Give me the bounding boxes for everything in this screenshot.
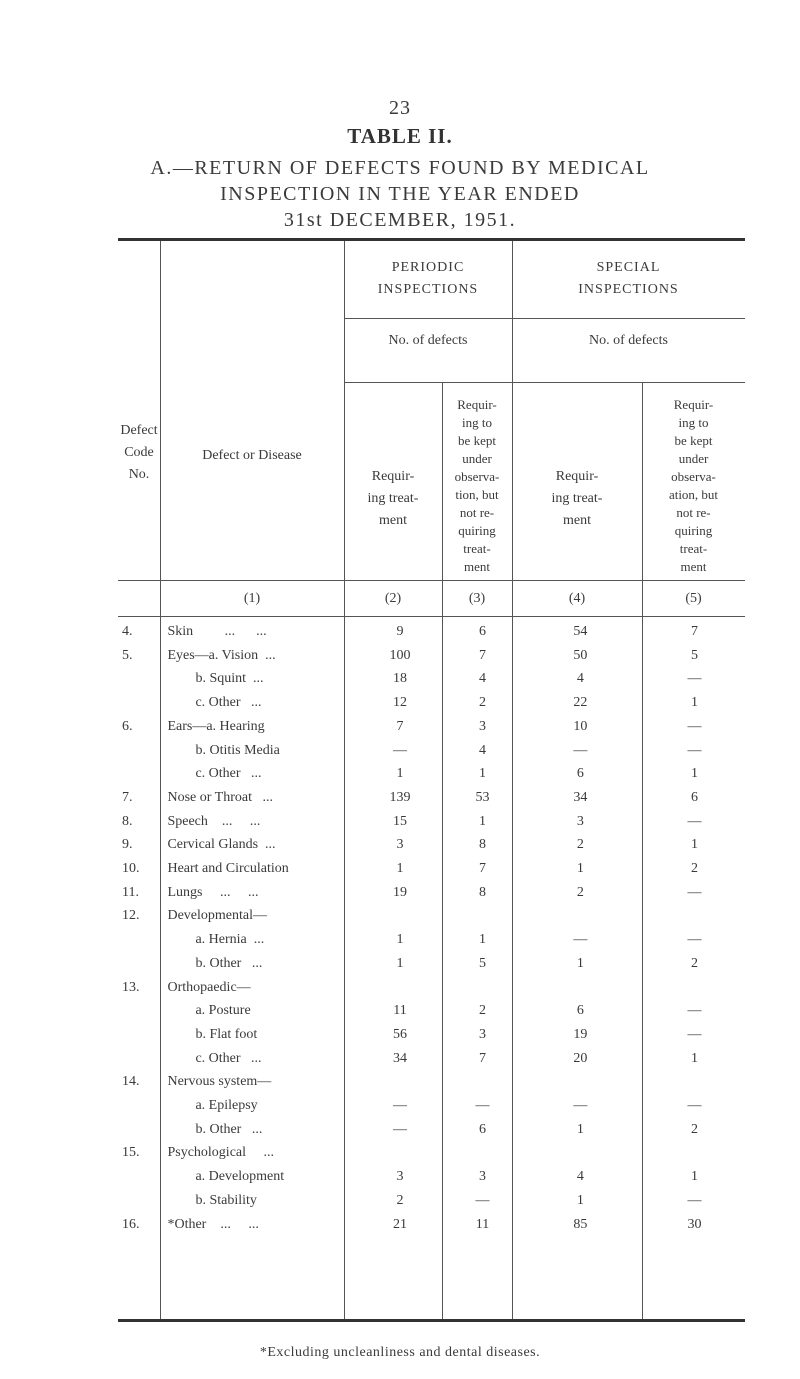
row-value-special-treatment: 2 [576,837,584,853]
table-row [118,620,745,644]
table-row [118,833,745,857]
row-defect-name: Cervical Glands ... [167,837,276,853]
row-code [118,928,161,952]
row-defect-name: a. Development [167,1169,285,1185]
table-row [118,952,745,976]
row-code: 9. [122,837,133,853]
header-defect-code: Defect Code No. [120,423,158,482]
row-defect-name: b. Flat foot [167,1026,258,1042]
row-value-special-treatment: 19 [573,1026,588,1042]
row-value-periodic-treatment: 12 [393,695,408,711]
row-value-special-observation: — [687,742,702,758]
row-value-periodic-observation: 4 [478,742,486,758]
row-defect-name: c. Other ... [167,695,262,711]
row-value-special-observation: — [687,1192,702,1208]
row-value-special-treatment: 85 [573,1216,588,1232]
row-value-special-treatment [517,976,644,1000]
column-number: (2) [384,591,402,606]
row-code [118,691,161,715]
row-value-special-treatment: 1 [576,955,584,971]
header-divider [344,382,745,383]
row-value-periodic-treatment: 139 [389,789,411,805]
row-value-special-observation [644,976,745,1000]
row-code: 12. [122,908,140,924]
row-code: 7. [122,789,133,805]
row-value-periodic-observation: 5 [478,955,486,971]
header-divider [344,318,745,319]
row-value-periodic-observation: 3 [478,1169,486,1185]
header-no-of-defects: No. of defects [388,333,468,348]
row-value-special-treatment: 1 [576,861,584,877]
column-number: (5) [685,591,702,606]
row-value-special-treatment [517,1070,644,1094]
row-value-periodic-observation: 2 [478,695,486,711]
row-code: 10. [122,861,140,877]
row-value-special-observation: 7 [691,624,699,639]
row-value-periodic-treatment: 34 [393,1050,408,1066]
row-value-periodic-treatment: 3 [396,1169,404,1185]
table-row [118,667,745,691]
row-value-special-observation [644,1070,745,1094]
row-defect-name: Heart and Circulation [167,861,289,877]
table-row [118,928,745,952]
row-value-special-observation: 1 [691,1169,699,1185]
row-value-special-observation: 1 [691,1050,699,1066]
footnote: *Excluding uncleanliness and dental diseases. [259,1345,541,1360]
row-value-periodic-observation: 1 [478,813,486,829]
row-value-periodic-observation: 3 [478,1026,486,1042]
row-defect-name: c. Other ... [167,766,262,782]
row-code [118,1094,161,1118]
row-value-special-observation: 2 [691,861,699,877]
top-rule [118,238,745,241]
row-value-special-treatment: 10 [573,718,588,734]
table-row [118,786,745,810]
row-value-periodic-treatment: 56 [393,1026,408,1042]
row-defect-name: Eyes—a. Vision ... [167,647,276,663]
table-row [118,904,745,928]
row-value-periodic-treatment: 1 [396,861,404,877]
row-value-special-treatment: 4 [576,1169,584,1185]
row-code [118,1047,161,1071]
table-row [118,762,745,786]
row-value-periodic-observation: — [475,1192,490,1208]
row-value-special-treatment: 2 [576,884,584,900]
row-value-special-treatment: 20 [573,1050,588,1066]
row-value-special-observation: 1 [691,766,699,782]
row-value-special-observation: 2 [691,1121,699,1137]
row-code: 15. [122,1145,140,1161]
row-value-special-treatment: — [573,742,588,758]
table-row [118,999,745,1023]
row-value-periodic-treatment: 15 [393,813,408,829]
table-row [118,644,745,668]
row-value-special-observation [644,904,745,928]
row-defect-name: c. Other ... [167,1050,262,1066]
table-row [118,1118,745,1142]
row-value-periodic-treatment: 9 [396,624,404,639]
row-value-special-observation: — [687,1098,702,1114]
row-code: 4. [122,624,133,639]
row-value-periodic-treatment: 19 [393,884,408,900]
row-defect-name: Ears—a. Hearing [167,718,265,734]
row-value-periodic-treatment: 7 [396,718,404,734]
row-code [118,1118,161,1142]
row-defect-name: b. Stability [167,1192,257,1208]
row-code: 14. [122,1074,140,1090]
page-number: 23 [389,97,411,119]
header-divider [118,580,745,581]
row-value-periodic-observation: 7 [478,647,486,663]
row-value-special-treatment: — [573,1098,588,1114]
row-value-periodic-treatment [352,1141,448,1165]
row-value-periodic-observation: 11 [475,1216,490,1232]
table-row [118,1165,745,1189]
row-value-special-observation: 5 [691,647,699,663]
table-row [118,739,745,763]
table-row [118,1023,745,1047]
row-code [118,762,161,786]
row-defect-name: Speech ... ... [167,813,261,829]
row-value-periodic-observation: 8 [478,837,486,853]
row-value-special-treatment: 3 [576,813,584,829]
row-value-periodic-observation: — [475,1098,490,1114]
column-number: (1) [243,591,261,606]
row-value-special-treatment: 22 [573,695,588,711]
row-value-periodic-observation: 53 [475,789,490,805]
header-no-of-defects: No. of defects [589,333,668,348]
row-defect-name: Orthopaedic— [167,979,251,995]
row-value-special-treatment: 1 [576,1121,584,1137]
header-divider [118,616,745,617]
row-value-periodic-treatment: 21 [393,1216,408,1232]
row-value-special-treatment: — [573,932,588,948]
row-value-special-observation: — [687,1026,702,1042]
defects-table [118,620,745,1236]
header-requiring-treatment: Requir- ing treat- ment [551,469,603,528]
row-value-periodic-treatment: — [393,1121,408,1137]
row-value-periodic-treatment [352,904,448,928]
row-defect-name: a. Hernia ... [167,932,265,948]
row-defect-name: Skin ... ... [167,624,267,639]
row-value-special-observation: — [687,671,702,687]
row-value-periodic-treatment [352,1070,448,1094]
row-value-periodic-observation: 8 [478,884,486,900]
row-value-periodic-observation: 7 [478,1050,486,1066]
row-defect-name: a. Epilepsy [167,1098,258,1114]
row-value-periodic-treatment: 18 [393,671,408,687]
table-subtitle [0,155,800,233]
row-value-special-treatment [517,904,644,928]
table-row [118,1189,745,1213]
row-defect-name: a. Posture [167,1003,251,1019]
column-number: (4) [568,591,586,606]
row-defect-name: *Other ... ... [167,1216,259,1232]
row-value-periodic-observation: 6 [478,1121,486,1137]
row-value-special-treatment [517,1141,644,1165]
row-value-periodic-observation: 4 [478,671,486,687]
table-row [118,857,745,881]
row-value-periodic-treatment [352,976,448,1000]
subtitle-line: A.—RETURN OF DEFECTS FOUND BY MEDICAL [150,157,650,179]
row-value-special-observation: — [687,1003,702,1019]
row-code: 8. [122,813,133,829]
row-value-special-treatment: 54 [573,624,588,639]
row-code [118,1165,161,1189]
row-value-periodic-observation: 2 [478,1003,486,1019]
row-value-special-observation: 1 [691,695,699,711]
header-requiring-observation: Requir- ing to be kept under observa- tion, but not re- quiring treat- ment [454,397,500,574]
row-value-periodic-observation: 1 [478,932,486,948]
row-value-periodic-treatment: — [393,1098,408,1114]
table-title: TABLE II. [347,124,453,148]
row-value-special-treatment: 34 [573,789,588,805]
row-code: 6. [122,718,133,734]
row-defect-name: b. Squint ... [167,671,264,687]
row-value-periodic-observation: 7 [478,861,486,877]
table-row [118,810,745,834]
row-value-special-treatment: 6 [576,766,584,782]
table-row [118,715,745,739]
row-defect-name: b. Other ... [167,1121,263,1137]
header-periodic-inspections: PERIODIC INSPECTIONS [377,260,479,297]
row-code [118,1189,161,1213]
row-code [118,1023,161,1047]
row-value-periodic-treatment: — [393,742,408,758]
row-defect-name: Nervous system— [167,1074,272,1090]
row-value-special-observation: — [687,813,702,829]
row-code: 11. [122,884,139,900]
table-row [118,691,745,715]
row-value-periodic-treatment: 1 [396,955,404,971]
row-value-special-observation [644,1141,745,1165]
bottom-rule [118,1319,745,1322]
row-defect-name: Developmental— [167,908,267,924]
row-value-periodic-observation [448,1141,517,1165]
row-defect-name: b. Other ... [167,955,263,971]
row-value-special-treatment: 6 [576,1003,584,1019]
row-value-periodic-observation [448,976,517,1000]
row-code [118,999,161,1023]
row-defect-name: b. Otitis Media [167,742,280,758]
table-row [118,881,745,905]
row-code: 16. [122,1216,140,1232]
row-value-periodic-observation: 1 [478,766,486,782]
row-value-special-observation: 30 [687,1216,702,1232]
row-defect-name: Nose or Throat ... [167,789,273,805]
row-value-special-observation: 1 [691,837,699,853]
subtitle-line: 31st DECEMBER, 1951. [283,209,517,231]
row-value-special-treatment: 1 [576,1192,584,1208]
table-row [118,1070,745,1094]
row-value-special-observation: — [687,932,702,948]
row-value-periodic-observation: 3 [478,718,486,734]
row-value-periodic-observation [448,904,517,928]
row-value-special-treatment: 4 [576,671,584,687]
header-special-inspections: SPECIAL INSPECTIONS [578,260,679,297]
header-requiring-observation: Requir- ing to be kept under observa- ation, but not re- quiring treat- ment [668,397,719,574]
row-value-periodic-treatment: 1 [396,766,404,782]
table-row [118,1094,745,1118]
row-value-periodic-observation: 6 [478,624,486,639]
row-value-periodic-treatment: 1 [396,932,404,948]
row-code [118,952,161,976]
row-code [118,667,161,691]
subtitle-line: INSPECTION IN THE YEAR ENDED [220,183,580,205]
row-value-special-observation: 2 [691,955,699,971]
row-defect-name: Psychological ... [167,1145,275,1161]
table-row [118,1213,745,1237]
row-value-periodic-treatment: 2 [396,1192,404,1208]
row-value-periodic-treatment: 100 [389,647,411,663]
row-code [118,739,161,763]
row-value-special-observation: — [687,884,702,900]
row-value-special-treatment: 50 [573,647,588,663]
table-row [118,976,745,1000]
row-value-special-observation: 6 [691,789,699,805]
row-code: 5. [122,647,133,663]
row-value-periodic-treatment: 11 [393,1003,407,1019]
row-value-special-observation: — [687,718,702,734]
row-code: 13. [122,979,140,995]
row-value-periodic-observation [448,1070,517,1094]
table-row [118,1047,745,1071]
defects-table-body [118,620,745,1236]
row-value-periodic-treatment: 3 [396,837,404,853]
column-number: (3) [468,591,486,606]
header-defect-or-disease: Defect or Disease [202,448,302,463]
table-row [118,1141,745,1165]
row-defect-name: Lungs ... ... [167,884,259,900]
header-requiring-treatment: Requir- ing treat- ment [367,469,419,528]
